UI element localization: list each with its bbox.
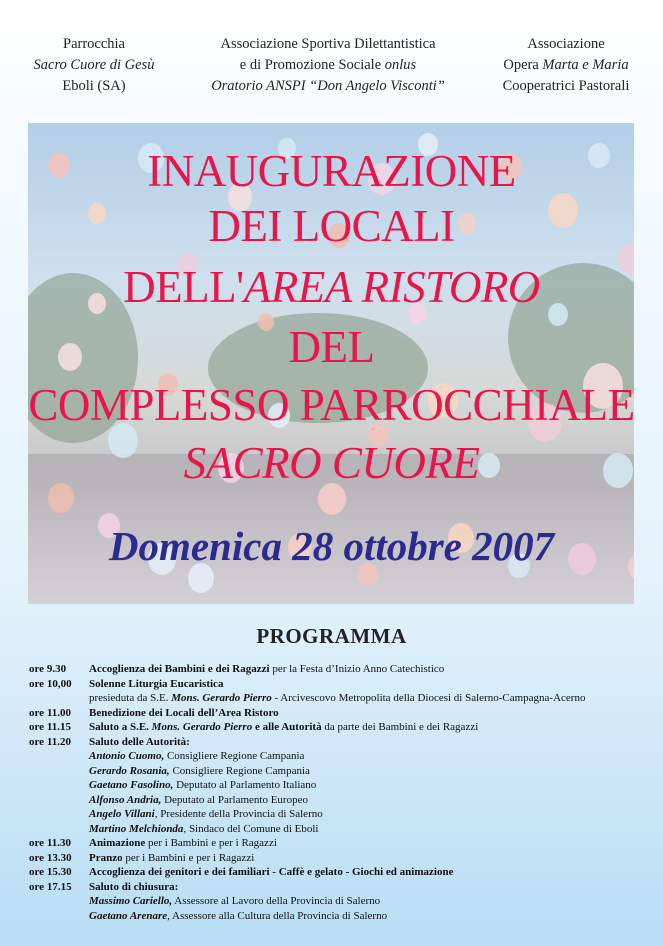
programma-text-part: Mons. Gerardo Pierro	[171, 692, 272, 704]
programma-text	[89, 677, 223, 692]
header-left-line1: Parrocchia	[63, 36, 125, 52]
programma-text	[89, 909, 387, 924]
programma-text-part: Assessore al Lavoro della Provincia di Salerno	[172, 895, 381, 907]
programma-row	[29, 735, 659, 750]
programma-row	[29, 662, 659, 677]
programma-text	[89, 807, 323, 822]
programma-text-part: Accoglienza dei genitori e dei familiari - Caffè e gelato - Giochi ed animazione	[89, 866, 454, 878]
programma-row	[29, 894, 659, 909]
programma-text-part: per i Bambini e per i Ragazzi	[145, 837, 277, 849]
programma-text-part: Saluto di chiusura:	[89, 880, 179, 893]
event-date: Domenica 28 ottobre 2007	[108, 523, 555, 569]
programma-text-part: Mons. Gerardo Pierro	[151, 721, 253, 733]
programma-text-part: - Arcivescovo Metropolita della Diocesi di Salerno-Campagna-Acerno	[271, 692, 586, 704]
programma-text-part: Martino Melchionda	[89, 822, 184, 835]
title-line-3	[0, 264, 663, 310]
header-center-line2-a: e di Promozione Sociale	[239, 57, 385, 73]
programma-time: ore 11.30	[29, 837, 71, 849]
programma-row	[29, 793, 659, 808]
programma-text	[89, 836, 277, 851]
programma-text	[89, 764, 310, 779]
programma-time: ore 11.20	[29, 735, 71, 748]
programma-title: PROGRAMMA	[256, 624, 407, 648]
programma-row	[29, 677, 659, 692]
programma-text-part: Consigliere Regione Campania	[164, 750, 305, 762]
programma-text	[89, 778, 316, 793]
programma-text-part: , Assessore alla Cultura della Provincia di Salerno	[167, 909, 388, 922]
programma-text-part: Alfonso Andria,	[89, 793, 162, 806]
header-center-line3: Oratorio ANSPI “Don Angelo Visconti”	[211, 78, 445, 94]
programma-row	[29, 851, 659, 866]
programma-text	[89, 749, 304, 764]
header-right-line2	[486, 55, 646, 76]
programma-text-part: Deputato al Parlamento Italiano	[173, 779, 317, 791]
programma-text-part: e alle Autorità	[252, 721, 322, 733]
programma-row	[29, 749, 659, 764]
programma-row	[29, 720, 659, 735]
programma-time: ore 11.15	[29, 721, 71, 733]
programma-row	[29, 706, 659, 721]
programma-text	[89, 822, 318, 837]
header-left-line2: Sacro Cuore di Gesù	[33, 57, 155, 73]
programma-row	[29, 836, 659, 851]
programma-time: ore 10,00	[29, 677, 72, 690]
title-line-2: DEI LOCALI	[208, 201, 455, 251]
programma-row	[29, 807, 659, 822]
programma-text-part: per la Festa d’Inizio Anno Catechistico	[269, 663, 445, 675]
programma-text	[89, 865, 453, 880]
programma-text-part: Animazione	[89, 837, 146, 849]
programma-text-part: Saluto delle Autorità:	[89, 735, 190, 748]
programma-row	[29, 865, 659, 880]
programma-text	[89, 662, 444, 677]
programma-text	[89, 894, 380, 909]
programma-text-part: Benedizione dei Locali dell’Area Ristoro	[89, 706, 279, 719]
programma-row	[29, 764, 659, 779]
programma-text	[89, 706, 279, 721]
title-line-5: COMPLESSO PARROCCHIALE	[28, 380, 635, 430]
header-left-line3: Eboli (SA)	[62, 78, 126, 94]
programma-text	[89, 691, 585, 706]
programma-text-part: Accoglienza dei Bambini e dei Ragazzi	[89, 663, 270, 675]
programma-time: ore 17.15	[29, 880, 72, 893]
programma-time: ore 9.30	[29, 663, 67, 675]
programma-row	[29, 822, 659, 837]
header-right-line1: Associazione	[527, 36, 605, 52]
programma-text-part: Consigliere Regione Campania	[169, 764, 310, 777]
programma-text-part: Gerardo Rosania,	[89, 764, 170, 777]
programma-text	[89, 793, 308, 808]
header-right-line2-b: Marta e Maria	[542, 57, 629, 73]
programma-text-part: Pranzo	[89, 851, 123, 864]
programma-text	[89, 880, 178, 895]
programma-text-part: Antonio Cuomo,	[89, 750, 165, 762]
programma-text-part: Gaetano Arenare	[89, 909, 168, 922]
programma-text-part: Massimo Cariello,	[89, 895, 173, 907]
programma-text-part: da parte dei Bambini e dei Ragazzi	[321, 721, 479, 733]
title-line-3-b: AREA RISTORO	[243, 262, 540, 312]
header-associazione-sportiva	[178, 34, 478, 97]
title-line-6-text: SACRO CUORE	[183, 438, 480, 488]
programma-time: ore 13.30	[29, 851, 72, 864]
programma-text-part: presieduta da S.E.	[89, 692, 172, 704]
programma-row	[29, 909, 659, 924]
programma-text	[89, 735, 190, 750]
programma-time: ore 11.00	[29, 706, 71, 719]
programma-row	[29, 778, 659, 793]
programma-text-part: Gaetano Fasolino,	[89, 779, 174, 791]
header-parrocchia	[18, 34, 170, 97]
programma-text	[89, 720, 478, 735]
header-opera-marta-maria	[486, 34, 646, 97]
programma-text-part: Deputato al Parlamento Europeo	[161, 793, 308, 806]
header-right-line3: Cooperatrici Pastorali	[502, 78, 630, 94]
programma-text-part: , Sindaco del Comune di Eboli	[183, 822, 319, 835]
programma-row	[29, 880, 659, 895]
programma-text	[89, 851, 254, 866]
title-line-4: DEL	[288, 322, 375, 372]
programma-text-part: Solenne Liturgia Eucaristica	[89, 677, 224, 690]
header-right-line2-a: Opera	[503, 57, 543, 73]
programma-list	[29, 662, 659, 923]
programma-text-part: Saluto a S.E.	[89, 721, 152, 733]
title-line-6	[0, 440, 663, 486]
title-line-3-a: DELL'	[123, 262, 244, 312]
header-center-line2	[178, 55, 478, 76]
programma-time: ore 15.30	[29, 866, 72, 878]
programma-text-part: per i Bambini e per i Ragazzi	[122, 851, 255, 864]
title-line-1: INAUGURAZIONE	[147, 146, 516, 196]
programma-text-part: Angelo Villani	[89, 808, 155, 820]
header-center-line1: Associazione Sportiva Dilettantistica	[220, 36, 436, 52]
programma-row	[29, 691, 659, 706]
programma-text-part: , Presidente della Provincia di Salerno	[154, 808, 323, 820]
header-center-line2-b: onlus	[384, 57, 417, 73]
